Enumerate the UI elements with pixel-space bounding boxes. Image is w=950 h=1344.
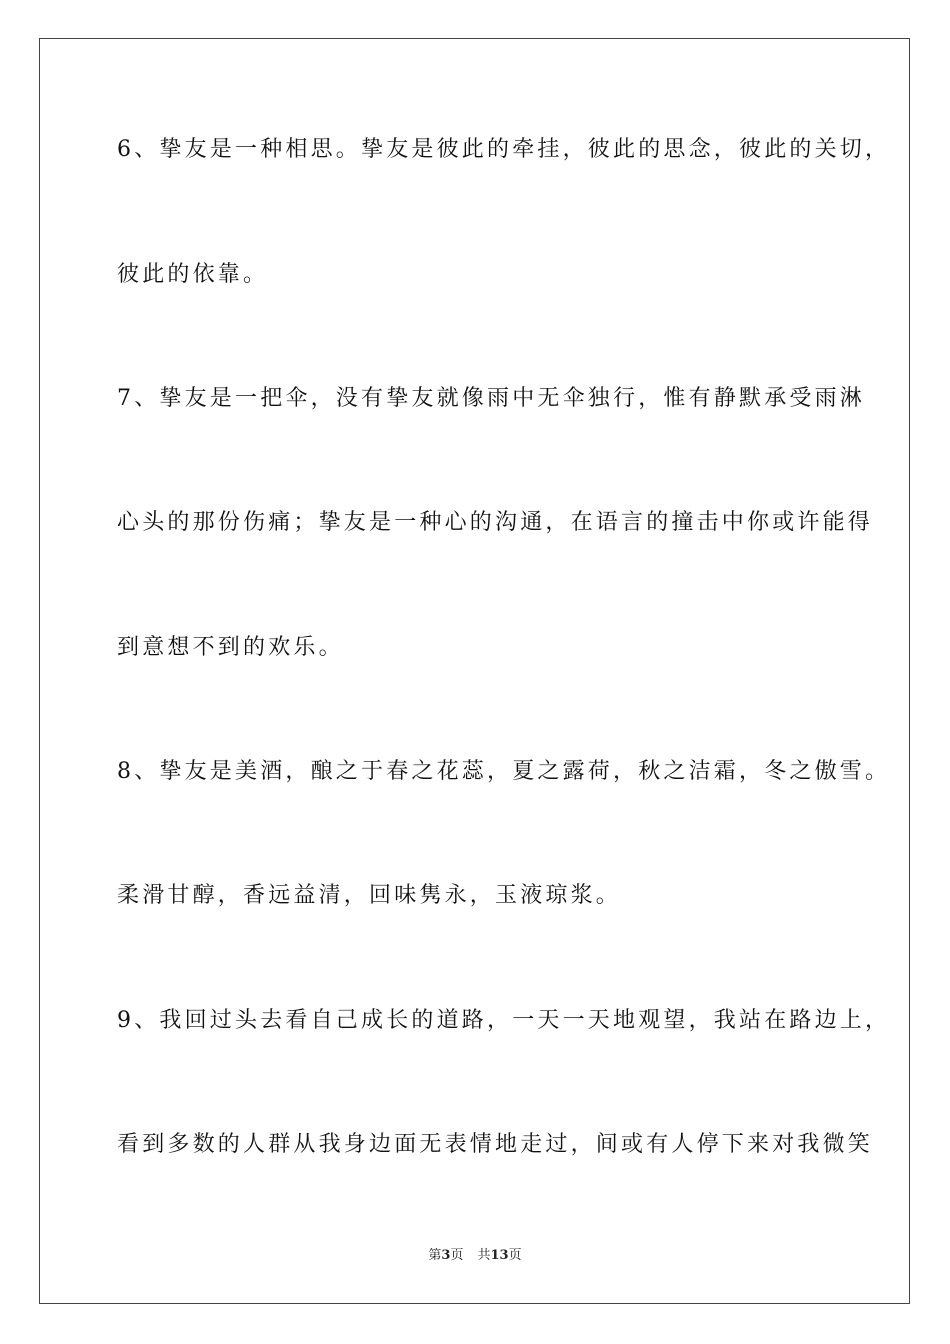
body-line-3: 7、挚友是一把伞，没有挚友就像雨中无伞独行，惟有静默承受雨淋 — [117, 386, 865, 411]
body-line-6: 8、挚友是美酒，酿之于春之花蕊，夏之露荷，秋之洁霜，冬之傲雪。 — [117, 759, 891, 784]
footer-page-number: 3 — [441, 1248, 451, 1263]
page-footer — [0, 1247, 950, 1265]
body-line-9: 看到多数的人群从我身边面无表情地走过，间或有人停下来对我微笑 — [117, 1132, 874, 1157]
body-line-1: 6、挚友是一种相思。挚友是彼此的牵挂，彼此的思念，彼此的关切， — [117, 137, 891, 162]
footer-total-pages: 13 — [490, 1248, 509, 1263]
body-line-2: 彼此的依靠。 — [117, 262, 269, 287]
footer-total-prefix: 共 — [477, 1248, 491, 1263]
footer-page-prefix: 第 — [428, 1248, 442, 1263]
footer-total-suffix: 页 — [508, 1248, 522, 1263]
body-line-8: 9、我回过头去看自己成长的道路，一天一天地观望，我站在路边上， — [117, 1008, 891, 1033]
page-border — [39, 38, 910, 1304]
body-line-7: 柔滑甘醇，香远益清，回味隽永，玉液琼浆。 — [117, 883, 622, 908]
footer-page-suffix: 页 — [450, 1248, 464, 1263]
body-line-5: 到意想不到的欢乐。 — [117, 635, 344, 660]
body-line-4: 心头的那份伤痛；挚友是一种心的沟通，在语言的撞击中你或许能得 — [117, 510, 874, 535]
